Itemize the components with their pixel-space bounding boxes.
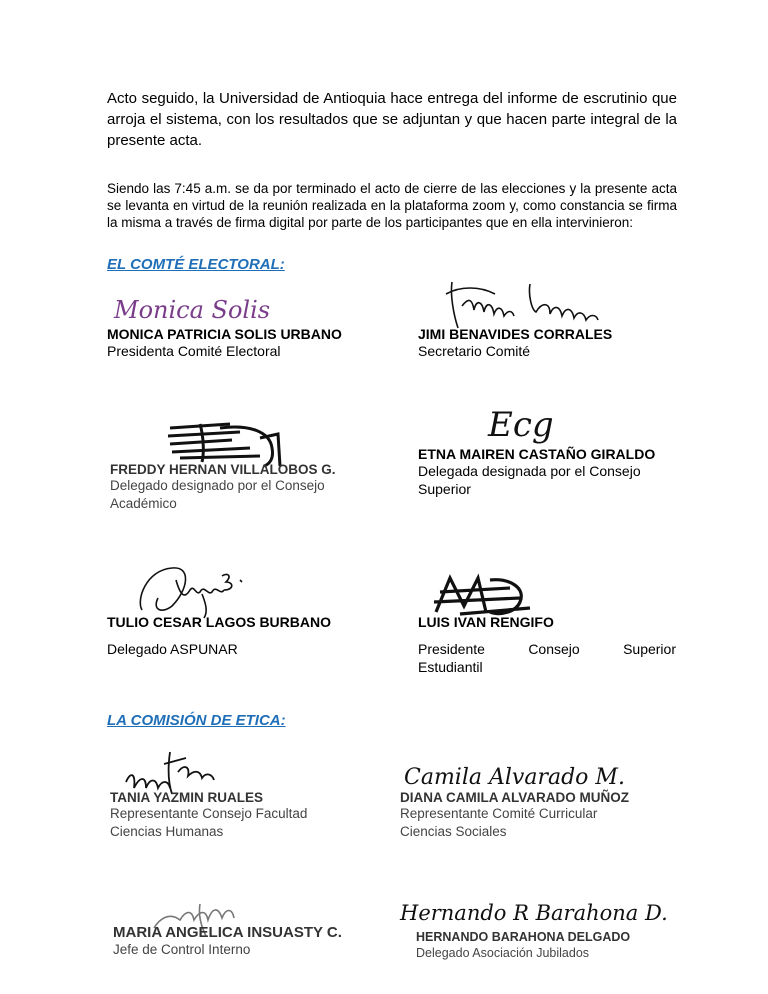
signatory-name: DIANA CAMILA ALVARADO MUÑOZ [400, 790, 629, 805]
closing-paragraph-1: Acto seguido, la Universidad de Antioquia hace entrega del informe de escrutinio que arroja el sistema, con los resultados que se adjuntan y que hacen parte integral de la presente acta. [107, 90, 677, 149]
signatory-maria [113, 924, 342, 959]
signatory-role: Presidente Consejo Superior [418, 641, 676, 657]
ethics-heading: LA COMISIÓN DE ETICA: [107, 712, 286, 729]
diana-signature-text: Camila Alvarado M. [404, 765, 625, 790]
signatory-role: Delegado designado por el Consejo [110, 478, 325, 493]
signatory-role: Representante Consejo Facultad [110, 806, 308, 821]
signatory-jimi [418, 326, 612, 360]
etna-signature-text: Ecg [488, 405, 554, 445]
etna-signature [484, 398, 594, 453]
signatory-name: HERNANDO BARAHONA DELGADO [416, 930, 631, 944]
hernando-signature-text: Hernando R Barahona D. [400, 901, 668, 925]
signatory-freddy [110, 462, 336, 513]
signatory-tulio [107, 614, 331, 658]
signatory-role: Jefe de Control Interno [113, 942, 251, 957]
signatory-name: FREDDY HERNAN VILLALOBOS G. [110, 462, 336, 477]
signatory-role: Presidenta Comité Electoral [107, 343, 281, 359]
signatory-luis [418, 614, 676, 676]
signatory-tania [110, 790, 307, 841]
signatory-role: Delegada designada por el Consejo [418, 463, 641, 479]
signatory-diana [400, 790, 629, 841]
signatory-name: JIMI BENAVIDES CORRALES [418, 326, 613, 342]
signatory-role-cont: Académico [110, 496, 177, 511]
signatory-role: Delegado Asociación Jubilados [416, 946, 590, 960]
signatory-hernando [416, 930, 630, 962]
signatory-role-cont: Estudiantil [418, 659, 483, 675]
signatory-name: MONICA PATRICIA SOLIS URBANO [107, 326, 342, 342]
signatory-role: Representante Comité Curricular [400, 806, 598, 821]
signatory-monica [107, 326, 342, 360]
monica-signature-text: Monica Solis [114, 296, 271, 324]
signatory-name: MARIA ANGELICA INSUASTY C. [113, 924, 342, 941]
signatory-name: TANIA YAZMIN RUALES [110, 790, 264, 805]
signatory-role-cont: Ciencias Sociales [400, 824, 507, 839]
signatory-name: TULIO CESAR LAGOS BURBANO [107, 614, 331, 630]
signatory-name: LUIS IVAN RENGIFO [418, 614, 554, 630]
signatory-role-cont: Ciencias Humanas [110, 824, 224, 839]
closing-paragraph-2: Siendo las 7:45 a.m. se da por terminado el acto de cierre de las elecciones y la presente acta se levanta en virtud de la reunión realizada en la plataforma zoom y, como constancia se firma la misma a través de firma digital por parte de los participantes que en ella intervinieron: [107, 181, 677, 230]
signatory-etna [418, 446, 676, 498]
committee-heading: EL COMTÉ ELECTORAL: [107, 256, 285, 273]
signatory-role-cont: Superior [418, 481, 471, 497]
signatory-name: ETNA MAIREN CASTAÑO GIRALDO [418, 446, 656, 462]
signatory-role: Delegado ASPUNAR [107, 641, 238, 657]
signatory-role: Secretario Comité [418, 343, 531, 359]
